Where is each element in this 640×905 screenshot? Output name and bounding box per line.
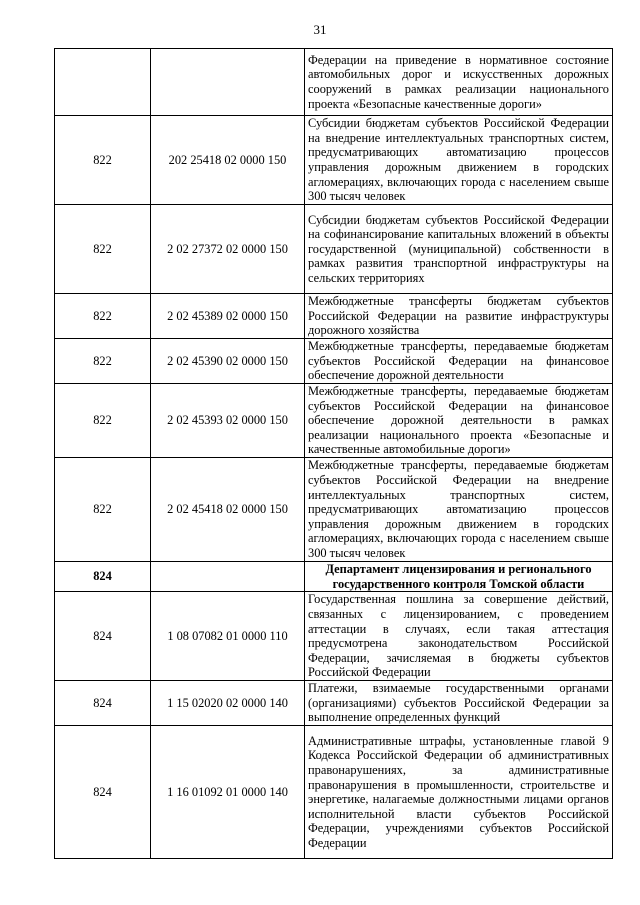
page-number: 31 — [313, 22, 327, 37]
description-cell: Государственная пошлина за совершение действий, связанных с лицензированием, с проведением аттестации в случаях, если такая аттестация предусмотрена законодательством Российской Федерации, зачисляемая в бюджеты субъектов Российской Федерации — [305, 592, 613, 681]
income-code-cell — [151, 49, 305, 116]
income-code-cell: 2 02 45389 02 0000 150 — [151, 294, 305, 339]
description-cell: Межбюджетные трансферты, передаваемые бюджетам субъектов Российской Федерации на финансовое обеспечение дорожной деятельности — [305, 339, 613, 384]
admin-code-cell — [55, 49, 151, 116]
description-cell: Федерации на приведение в нормативное состояние автомобильных дорог и искусственных дорожных сооружений в рамках реализации национального проекта «Безопасные качественные дороги» — [305, 49, 613, 116]
department-code-cell: 824 — [55, 562, 151, 592]
description-cell: Субсидии бюджетам субъектов Российской Федерации на внедрение интеллектуальных транспортных систем, предусматривающих автоматизацию процессов управления дорожным движением в городских агломерациях, включающих города с населением свыше 300 тысяч человек — [305, 116, 613, 205]
description-cell: Межбюджетные трансферты, передаваемые бюджетам субъектов Российской Федерации на внедрение интеллектуальных транспортных систем, предусматривающих автоматизацию процессов управления дорожным движением в городских агломерациях, включающих города с населением свыше 300 тысяч человек — [305, 458, 613, 562]
income-code-cell: 2 02 27372 02 0000 150 — [151, 205, 305, 294]
admin-code-cell: 822 — [55, 294, 151, 339]
department-name-cell: Департамент лицензирования и регионального государственного контроля Томской области — [305, 562, 613, 592]
table-row — [55, 592, 613, 681]
income-code-cell: 2 02 45393 02 0000 150 — [151, 384, 305, 458]
admin-code-cell: 822 — [55, 458, 151, 562]
department-income-code-cell — [151, 562, 305, 592]
table-row — [55, 339, 613, 384]
table-row — [55, 205, 613, 294]
department-header-row — [55, 562, 613, 592]
description-cell: Административные штрафы, установленные главой 9 Кодекса Российской Федерации об административных правонарушениях, за административные правонарушения в промышленности, строительстве и энергетике, налагаемые должностными лицами органов исполнительной власти субъектов Российской Федерации, учреждениями субъектов Российской Федерации — [305, 726, 613, 859]
description-cell: Межбюджетные трансферты бюджетам субъектов Российской Федерации на развитие инфраструктуры дорожного хозяйства — [305, 294, 613, 339]
description-cell: Платежи, взимаемые государственными органами (организациями) субъектов Российской Федерации за выполнение определенных функций — [305, 681, 613, 726]
table-row — [55, 49, 613, 116]
table-row — [55, 681, 613, 726]
admin-code-cell: 822 — [55, 205, 151, 294]
table-row — [55, 116, 613, 205]
description-cell: Межбюджетные трансферты, передаваемые бюджетам субъектов Российской Федерации на финансовое обеспечение дорожной деятельности в рамках реализации национального проекта «Безопасные и качественные автомобильные дороги» — [305, 384, 613, 458]
admin-code-cell: 824 — [55, 681, 151, 726]
income-code-cell: 2 02 45418 02 0000 150 — [151, 458, 305, 562]
income-codes-table — [54, 48, 613, 859]
description-cell: Субсидии бюджетам субъектов Российской Федерации на софинансирование капитальных вложений в объекты государственной (муниципальной) собственности в рамках развития транспортной инфраструктуры на сельских территориях — [305, 205, 613, 294]
admin-code-cell: 822 — [55, 116, 151, 205]
admin-code-cell: 822 — [55, 384, 151, 458]
income-code-cell: 202 25418 02 0000 150 — [151, 116, 305, 205]
income-code-cell: 1 16 01092 01 0000 140 — [151, 726, 305, 859]
table-row — [55, 726, 613, 859]
table-row — [55, 384, 613, 458]
income-code-cell: 2 02 45390 02 0000 150 — [151, 339, 305, 384]
income-code-cell: 1 08 07082 01 0000 110 — [151, 592, 305, 681]
table-row — [55, 294, 613, 339]
table-row — [55, 458, 613, 562]
admin-code-cell: 822 — [55, 339, 151, 384]
admin-code-cell: 824 — [55, 592, 151, 681]
income-code-cell: 1 15 02020 02 0000 140 — [151, 681, 305, 726]
admin-code-cell: 824 — [55, 726, 151, 859]
